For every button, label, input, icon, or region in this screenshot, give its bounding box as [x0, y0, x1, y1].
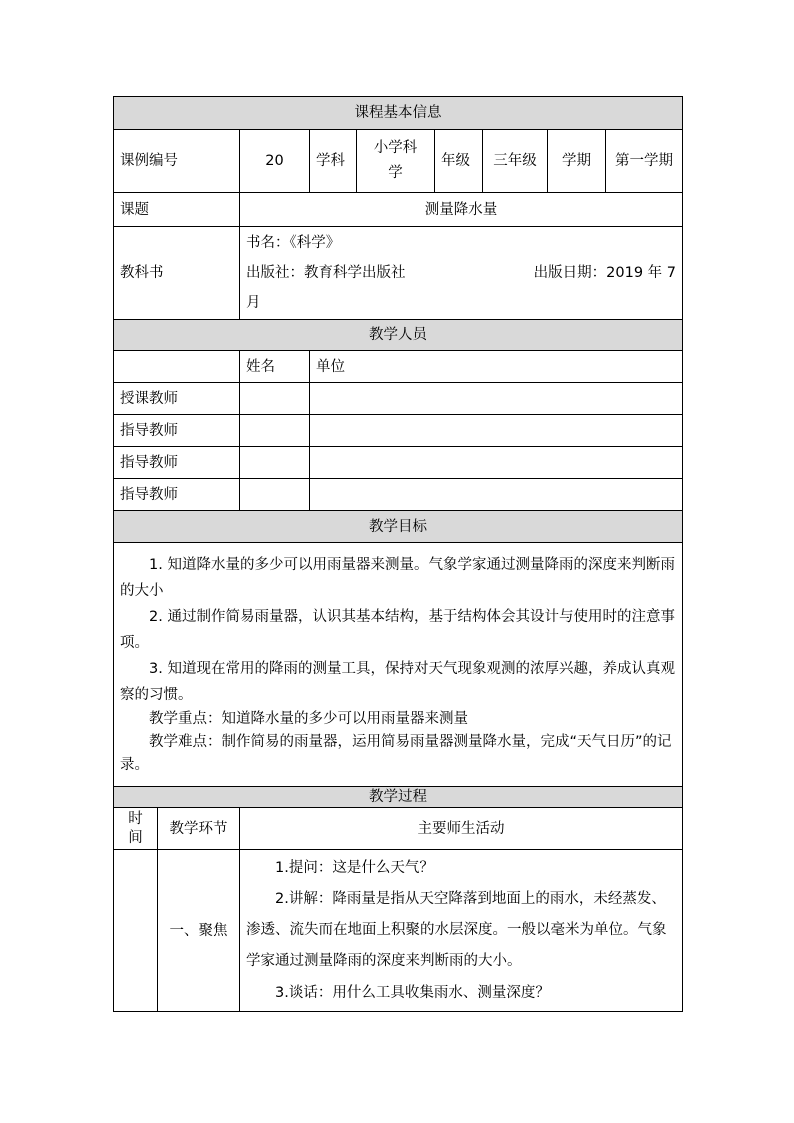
staff-blank [114, 351, 240, 383]
staff-col-unit: 单位 [310, 351, 683, 383]
process-header: 教学过程 [114, 787, 683, 808]
topic-label: 课题 [114, 193, 240, 227]
staff-row-unit [310, 415, 683, 447]
process-col-activity: 主要师生活动 [240, 808, 683, 850]
term-value: 第一学期 [606, 130, 683, 193]
publisher: 出版社：教育科学出版社 [246, 265, 406, 281]
goal-item: 2. 通过制作简易雨量器，认识其基本结构，基于结构体会其设计与使用时的注意事项。 [120, 609, 675, 651]
publish-date-cont: 月 [246, 295, 261, 311]
process-activity-cell [240, 850, 683, 1012]
textbook-details [240, 227, 683, 320]
activity-item: 3.谈话：用什么工具收集雨水、测量深度？ [275, 985, 550, 1001]
goals-header: 教学目标 [114, 511, 683, 543]
staff-row-name [240, 383, 310, 415]
activity-item: 2.讲解：降雨量是指从天空降落到地面上的雨水，未经蒸发、渗透、流失而在地面上积聚的水层深度。一般以毫米为单位。气象学家通过测量降雨的深度来判断雨的大小。 [246, 891, 667, 969]
staff-row-name [240, 447, 310, 479]
book-name: 书名：《科学》 [246, 235, 341, 251]
key-point: 教学重点：知道降水量的多少可以用雨量器来测量 [149, 711, 468, 727]
goal-item: 3. 知道现在常用的降雨的测量工具，保持对天气现象观测的浓厚兴趣，养成认真观察的习惯。 [120, 661, 675, 703]
subject-label: 学科 [310, 130, 357, 193]
process-time-cell [114, 850, 158, 1012]
lesson-plan-table [113, 96, 683, 1012]
staff-row-role: 授课教师 [114, 383, 240, 415]
subject-value [357, 130, 435, 193]
staff-row-role: 指导教师 [114, 479, 240, 511]
topic-value: 测量降水量 [240, 193, 683, 227]
case-no-label: 课例编号 [114, 130, 240, 193]
textbook-label: 教科书 [114, 227, 240, 320]
goals-content [114, 543, 683, 787]
process-stage-cell: 一、聚焦 [158, 850, 240, 1012]
course-info-header: 课程基本信息 [114, 97, 683, 130]
staff-row-name [240, 415, 310, 447]
publish-date: 出版日期：2019 年 7 [533, 265, 677, 281]
grade-label: 年级 [435, 130, 483, 193]
lesson-plan-document [113, 96, 682, 1012]
process-col-stage: 教学环节 [158, 808, 240, 850]
staff-row-unit [310, 447, 683, 479]
activity-item: 1.提问：这是什么天气？ [275, 860, 434, 876]
goal-item: 1. 知道降水量的多少可以用雨量器来测量。气象学家通过测量降雨的深度来判断雨的大小 [120, 557, 675, 599]
staff-row-name [240, 479, 310, 511]
difficulty: 教学难点：制作简易的雨量器，运用简易雨量器测量降水量，完成“天气日历”的记录。 [120, 734, 672, 773]
term-label: 学期 [548, 130, 606, 193]
staff-row-unit [310, 479, 683, 511]
staff-row-unit [310, 383, 683, 415]
subject-value-line1: 小学科 [373, 140, 418, 156]
staff-col-name: 姓名 [240, 351, 310, 383]
grade-value: 三年级 [483, 130, 548, 193]
staff-header: 教学人员 [114, 320, 683, 351]
subject-value-line2: 学 [388, 165, 403, 181]
case-no-value: 20 [240, 130, 310, 193]
process-col-time: 时间 [114, 808, 158, 850]
staff-row-role: 指导教师 [114, 447, 240, 479]
staff-row-role: 指导教师 [114, 415, 240, 447]
